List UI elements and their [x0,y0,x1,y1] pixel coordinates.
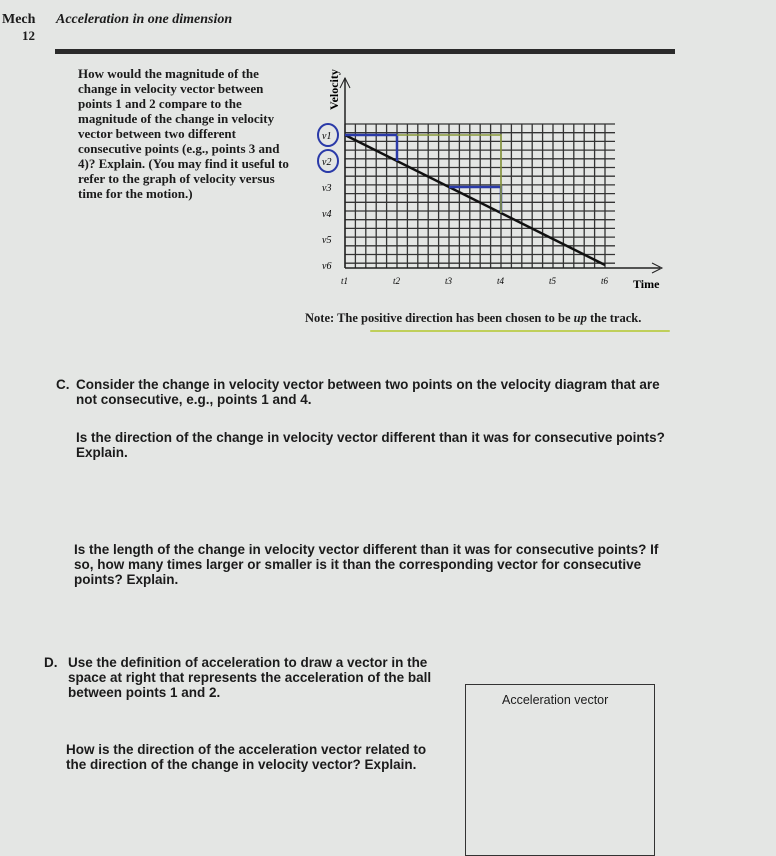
section-c-letter: C. [56,377,70,392]
section-c-question-2: Is the length of the change in velocity vector different than it was for consecutive points? If so, how many times larger or smaller is it than the corresponding vector for consecutive points? Explain. [74,542,659,587]
page-number: 12 [22,28,35,43]
y-axis-label: Velocity [327,69,341,110]
t-label-4: t4 [497,276,505,286]
acceleration-vector-label: Acceleration vector [502,693,609,707]
note-emphasis: up [573,311,587,325]
header-rule [55,49,675,54]
t-label-6: t6 [601,276,609,286]
v-label-5: v5 [322,235,332,246]
note-prefix: Note: [305,311,335,325]
note [305,311,641,326]
page-title: Acceleration in one dimension [56,12,233,27]
note-text-end: the track. [586,311,642,325]
x-axis-label: Time [633,277,660,291]
v-label-4: v4 [322,209,332,220]
velocity-time-graph [300,60,690,305]
section-c-question-1: Is the direction of the change in velocity vector different than it was for consecutive points? Explain. [76,430,665,460]
t-label-2: t2 [393,276,401,286]
v-label-6: v6 [322,261,332,272]
section-d-letter: D. [44,655,58,670]
highlight-underline [370,330,670,332]
course-label: Mech [2,12,36,27]
section-c-intro: Consider the change in velocity vector between two points on the velocity diagram that are not consecutive, e.g., points 1 and 4. [76,377,660,407]
acceleration-vector-box[interactable] [465,684,655,856]
section-d-intro: Use the definition of acceleration to draw a vector in the space at right that represents the acceleration of the ball between points 1 and 2. [68,655,432,700]
t-label-3: t3 [445,276,453,286]
v-label-1: v1 [322,131,332,142]
v-label-2: v2 [322,157,332,168]
question-b-text: How would the magnitude of the change in velocity vector between points 1 and 2 compare to the magnitude of the change in velocity vector between two different consecutive points (e.g., points 3 and 4)? Explain. (You may find it useful to refer to the graph of velocity versus time for the motion.) [78,66,289,201]
section-d-question-1: How is the direction of the acceleration vector related to the direction of the change in velocity vector? Explain. [66,742,427,772]
note-text: The positive direction has been chosen to be [337,311,574,325]
t-label-5: t5 [549,276,557,286]
t-label-1: t1 [341,276,349,286]
v-label-3: v3 [322,183,332,194]
